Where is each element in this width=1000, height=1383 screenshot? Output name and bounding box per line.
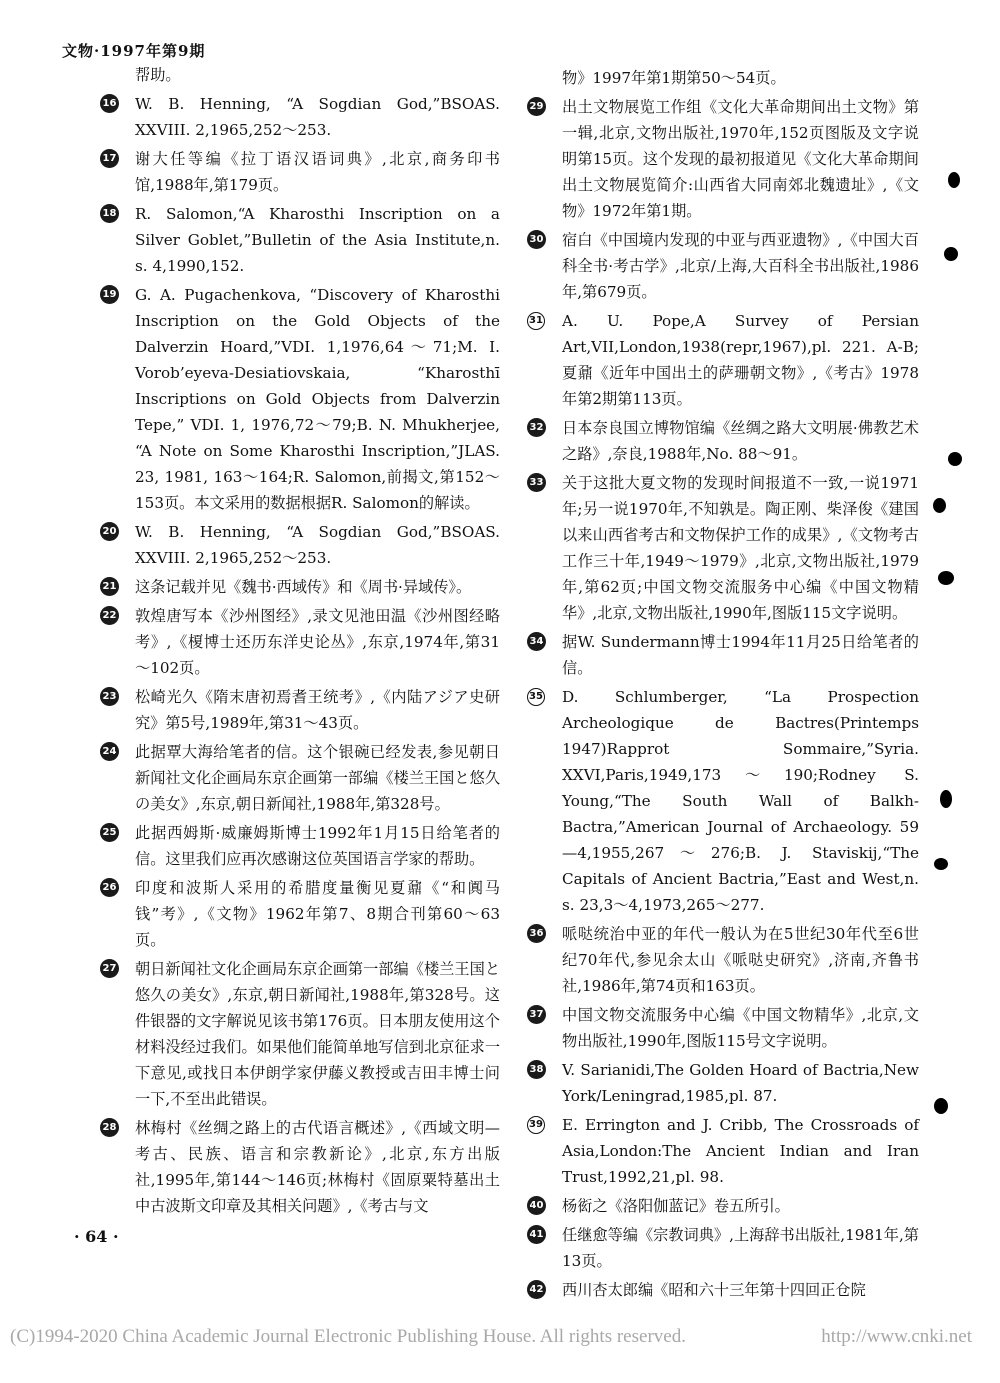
footnote-number-badge: 23 [100,687,119,706]
scan-blot [938,571,954,585]
footnote-20 [100,519,500,571]
footnote-36 [527,921,919,999]
footnote-text: 日本奈良国立博物馆编《丝绸之路大文明展·佛教艺术之路》,奈良,1988年,No. 88～91。 [562,419,919,463]
footnote-26 [100,875,500,953]
footnote-17 [100,146,500,198]
footnote-number-badge: 36 [527,924,546,943]
footnote-35 [527,684,919,918]
footnote-number-badge: 27 [100,959,119,978]
right-column [527,65,919,1306]
note-text: 帮助。 [135,66,181,84]
note-text: 物》1997年第1期第50～54页。 [562,69,786,87]
footnote-text: 朝日新闻社文化企画局东京企画第一部编《楼兰王国と悠久の美女》,东京,朝日新闻社,1988年,第328号。这件银器的文字解说见该书第176页。日本朋友使用这个材料没经过我们。如果他们能简单地写信到北京征求一下意见,或找日本伊朗学家伊藤义教授或吉田丰博士问一下,不至出此错误。 [135,960,500,1108]
footnote-number-badge: 32 [527,418,546,437]
footnote-number-badge: 28 [100,1118,119,1137]
footnote-number-badge: 16 [100,94,119,113]
footnote-text: 敦煌唐写本《沙州图经》,录文见池田温《沙州图经略考》,《榎博士还历东洋史论丛》,东京,1974年,第31～102页。 [135,607,500,677]
footnote-31 [527,308,919,412]
footnote-22 [100,603,500,681]
footer-url[interactable]: http://www.cnki.net [821,1326,972,1347]
footnote-29 [527,94,919,224]
scan-blot [948,452,962,466]
footnote-number-badge: 22 [100,606,119,625]
page-number: · 64 · [74,1227,119,1246]
footnote-text: W. B. Henning, “A Sogdian God,”BSOAS. XXVIII. 2,1965,252～253. [135,523,500,567]
footnote-41 [527,1222,919,1274]
footnote-21 [100,574,500,600]
footnote-text: 宿白《中国境内发现的中亚与西亚遗物》,《中国大百科全书·考古学》,北京/上海,大百科全书出版社,1986年,第679页。 [562,231,919,301]
footnote-number-badge: 19 [100,285,119,304]
footnote-number-badge: 40 [527,1196,546,1215]
footnote-text: 这条记载并见《魏书·西域传》和《周书·异域传》。 [135,578,472,596]
footnote-text: G. A. Pugachenkova, “Discovery of Kharosthi Inscription on the Gold Objects of the Dalverzin Hoard,”VDI. 1,1976,64～71;M. I. Vorob’eyeva-Desiatiovskaia, “Kharosthī Inscriptions on Gold Objects from Dalverzin Tepe,” VDI. 1, 1976,72～79;B. N. Mhukherjee, “A Note on Some Kharosthi Inscription,”JLAS. 23, 1981, 163～164;R. Salomon,前揭文,第152～153页。本文采用的数据根据R. Salomon的解读。 [135,286,500,512]
right-notes-list [527,94,919,1303]
footnote-text: A. U. Pope,A Survey of Persian Art,VII,London,1938(repr,1967),pl. 221. A-B;夏鼐《近年中国出土的萨珊朝文物》,《考古》1978年第2期第113页。 [562,312,919,408]
scan-blot [933,498,946,513]
footnote-number-badge: 20 [100,522,119,541]
footnote-text: V. Sarianidi,The Golden Hoard of Bactria,New York/Leningrad,1985,pl. 87. [562,1061,919,1105]
footnote-34 [527,629,919,681]
footnote-28 [100,1115,500,1219]
footnote-number-badge: 37 [527,1005,546,1024]
footnote-24 [100,739,500,817]
continuation-text [100,62,500,88]
footnote-number-badge: 21 [100,577,119,596]
footnote-number-badge: 34 [527,632,546,651]
footnote-23 [100,684,500,736]
footnote-text: W. B. Henning, “A Sogdian God,”BSOAS. XXVIII. 2,1965,252～253. [135,95,500,139]
footnote-33 [527,470,919,626]
footnote-text: 西川杏太郎编《昭和六十三年第十四回正仓院 [562,1281,866,1299]
footnote-number-badge: 30 [527,230,546,249]
footnote-18 [100,201,500,279]
footnote-27 [100,956,500,1112]
footnote-text: 关于这批大夏文物的发现时间报道不一致,一说1971年;另一说1970年,不知孰是。陶正刚、柴泽俊《建国以来山西省考古和文物保护工作的成果》,《文物考古工作三十年,1949～1979》,北京,文物出版社,1979年,第62页;中国文物交流服务中心编《中国文物精华》,北京,文物出版社,1990年,图版115文字说明。 [562,474,919,622]
continuation-text [527,65,919,91]
footnote-39 [527,1112,919,1190]
footnote-number-badge: 31 [527,312,545,330]
scan-blot [934,1098,948,1114]
footnote-text: D. Schlumberger, “La Prospection Archeologique de Bactres(Printemps 1947)Rapprot Sommaire,”Syria. XXVI,Paris,1949,173～190;Rodney S. Young,“The South Wall of Balkh-Bactra,”American Journal of Archaeology. 59—4,1955,267～276;B. J. Staviskij,“The Capitals of Ancient Bactria,”East and West,n. s. 23,3～4,1973,265～277. [562,688,919,914]
footnote-text: 任继愈等编《宗教词典》,上海辞书出版社,1981年,第13页。 [562,1226,919,1270]
footnote-30 [527,227,919,305]
left-notes-list [100,91,500,1219]
footnote-16 [100,91,500,143]
footer-copyright: (C)1994-2020 China Academic Journal Electronic Publishing House. All rights reserved. [10,1326,686,1347]
footnote-number-badge: 38 [527,1060,546,1079]
footnote-32 [527,415,919,467]
footnote-text: 此据西姆斯·威廉姆斯博士1992年1月15日给笔者的信。这里我们应再次感谢这位英国语言学家的帮助。 [135,824,500,868]
scan-blot [944,247,958,261]
footnote-number-badge: 18 [100,204,119,223]
footnote-number-badge: 17 [100,149,119,168]
footnote-text: 谢大任等编《拉丁语汉语词典》,北京,商务印书馆,1988年,第179页。 [135,150,500,194]
footnote-number-badge: 42 [527,1280,546,1299]
running-head: 文物·1997年第9期 [62,42,206,60]
footnote-number-badge: 29 [527,97,546,116]
footnote-text: 中国文物交流服务中心编《中国文物精华》,北京,文物出版社,1990年,图版115号文字说明。 [562,1006,919,1050]
footnote-text: 哌哒统治中亚的年代一般认为在5世纪30年代至6世纪70年代,参见余太山《哌哒史研究》,济南,齐鲁书社,1986年,第74页和163页。 [562,925,919,995]
footnote-number-badge: 33 [527,473,546,492]
footnote-text: E. Errington and J. Cribb, The Crossroads of Asia,London:The Ancient Indian and Iran Trust,1992,21,pl. 98. [562,1116,919,1186]
footnote-text: 此据覃大海给笔者的信。这个银碗已经发表,参见朝日新闻社文化企画局东京企画第一部编《楼兰王国と悠久の美女》,东京,朝日新闻社,1988年,第328号。 [135,743,500,813]
footnote-25 [100,820,500,872]
left-column [100,62,500,1222]
scan-blot [934,858,948,870]
footnote-number-badge: 35 [527,688,545,706]
footnote-number-badge: 26 [100,878,119,897]
footnote-number-badge: 41 [527,1225,546,1244]
scan-blot [940,790,952,808]
footnote-number-badge: 39 [527,1116,545,1134]
footnote-19 [100,282,500,516]
footnote-text: 杨衒之《洛阳伽蓝记》卷五所引。 [562,1197,790,1215]
footnote-number-badge: 24 [100,742,119,761]
footnote-text: 松崎光久《隋末唐初焉耆王统考》,《内陆アジア史研究》第5号,1989年,第31～43页。 [135,688,500,732]
footnote-text: R. Salomon,“A Kharosthi Inscription on a Silver Goblet,”Bulletin of the Asia Institute,n. s. 4,1990,152. [135,205,500,275]
scan-blot [948,172,960,188]
footnote-38 [527,1057,919,1109]
footnote-number-badge: 25 [100,823,119,842]
footnote-text: 据W. Sundermann博士1994年11月25日给笔者的信。 [562,633,919,677]
footnote-text: 林梅村《丝绸之路上的古代语言概述》,《西域文明—考古、民族、语言和宗教新论》,北京,东方出版社,1995年,第144～146页;林梅村《固原粟特墓出土中古波斯文印章及其相关问题》,《考古与文 [135,1119,500,1215]
footnote-text: 出土文物展览工作组《文化大革命期间出土文物》第一辑,北京,文物出版社,1970年,152页图版及文字说明第15页。这个发现的最初报道见《文化大革命期间出土文物展览简介:山西省大同南郊北魏遗址》,《文物》1972年第1期。 [562,98,919,220]
footnote-42 [527,1277,919,1303]
footnote-text: 印度和波斯人采用的希腊度量衡见夏鼐《“和阗马钱”考》,《文物》1962年第7、8期合刊第60～63页。 [135,879,500,949]
footnote-40 [527,1193,919,1219]
footnote-37 [527,1002,919,1054]
